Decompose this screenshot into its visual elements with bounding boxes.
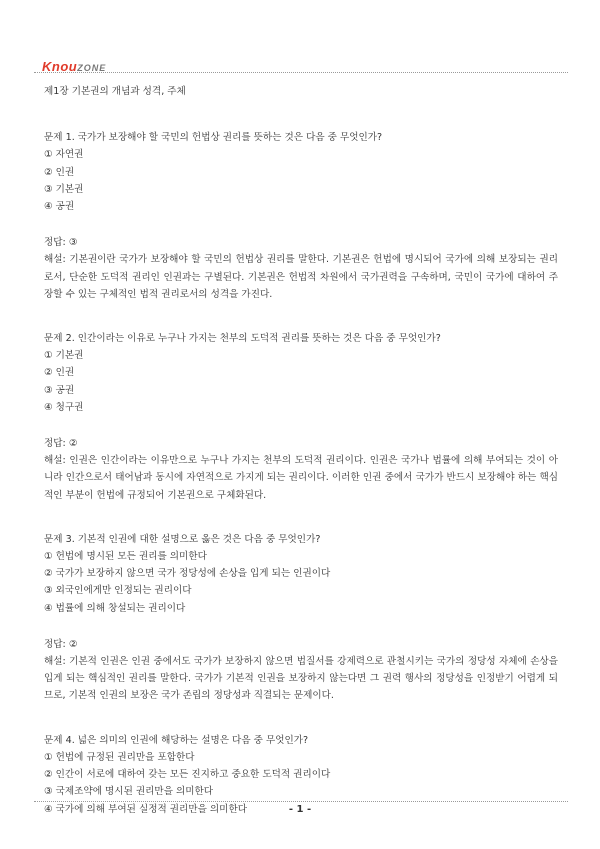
question-text: 문제 4. 넓은 의미의 인권에 해당하는 설명은 다음 중 무엇인가? [44, 734, 309, 746]
option: ① 기본권 [44, 350, 84, 362]
option: ④ 법률에 의해 창설되는 권리이다 [44, 602, 186, 614]
chapter-title: 제1장 기본권의 개념과 성격, 주체 [44, 86, 186, 97]
answer: 정답: ③ [44, 237, 78, 249]
option: ③ 외국인에게만 인정되는 권리이다 [44, 585, 192, 597]
option: ① 헌법에 명시된 모든 권리를 의미한다 [44, 551, 207, 563]
explanation: 해설: 인권은 인간이라는 이유만으로 누구나 가지는 천부의 도덕적 권리이다. 인권은 국가나 법률에 의해 부여되는 것이 아니라 인간으로서 태어남과 동시에 자연적으로 가지게 되는 권리이다. 이러한 인권 중에서 국가가 반드시 보장해야 하는 핵심적인 부분이 헌법에 규정되어 기본권으로 구체화된다. [44, 455, 558, 501]
option: ④ 청구권 [44, 401, 84, 413]
explanation: 해설: 기본권이란 국가가 보장해야 할 국민의 헌법상 권리를 말한다. 기본권은 헌법에 명시되어 국가에 의해 보장되는 권리로서, 단순한 도덕적 권리인 인권과는 구별된다. 기본권은 헌법적 차원에서 국가권력을 구속하며, 국민이 국가에 대하여 주장할 수 있는 구체적인 법적 권리로서의 성격을 가진다. [44, 254, 558, 300]
question-1 [44, 129, 558, 303]
document-body [44, 83, 558, 818]
knouzone-logo: KnouZONE [42, 59, 107, 74]
option: ③ 기본권 [44, 183, 84, 195]
option: ② 국가가 보장하지 않으면 국가 정당성에 손상을 입게 되는 인권이다 [44, 568, 331, 580]
question-text: 문제 3. 기본적 인권에 대한 설명으로 옳은 것은 다음 중 무엇인가? [44, 533, 321, 545]
option: ① 자연권 [44, 149, 84, 161]
option: ② 인권 [44, 367, 75, 379]
option: ③ 공권 [44, 384, 75, 396]
header [42, 56, 106, 72]
option: ① 헌법에 규정된 권리만을 포함한다 [44, 751, 195, 763]
answer: 정답: ② [44, 438, 78, 450]
question-3 [44, 531, 558, 705]
option: ④ 공권 [44, 201, 75, 213]
answer: 정답: ② [44, 638, 78, 650]
explanation: 해설: 기본적 인권은 인권 중에서도 국가가 보장하지 않으면 법질서를 강제력으로 관철시키는 국가의 정당성 자체에 손상을 입게 되는 핵심적인 권리를 말한다. 국가가 기본적 인권을 보장하지 않는다면 그 권력 행사의 정당성을 인정받기 어렵게 되므로, 기본적 인권의 보장은 국가 존립의 정당성과 직결되는 문제이다. [44, 656, 558, 702]
option: ② 인간이 서로에 대하여 갖는 모든 진지하고 중요한 도덕적 권리이다 [44, 769, 331, 781]
option: ④ 국가에 의해 부여된 실정적 권리만을 의미한다 [44, 803, 247, 815]
option: ③ 국제조약에 명시된 권리만을 의미한다 [44, 786, 214, 798]
option: ② 인권 [44, 166, 75, 178]
question-text: 문제 2. 인간이라는 이유로 누구나 가지는 천부의 도덕적 권리를 뜻하는 것은 다음 중 무엇인가? [44, 333, 441, 345]
page-number: - 1 - [288, 804, 312, 815]
question-2 [44, 330, 558, 504]
question-text: 문제 1. 국가가 보장해야 할 국민의 헌법상 권리를 뜻하는 것은 다음 중 무엇인가? [44, 132, 383, 144]
